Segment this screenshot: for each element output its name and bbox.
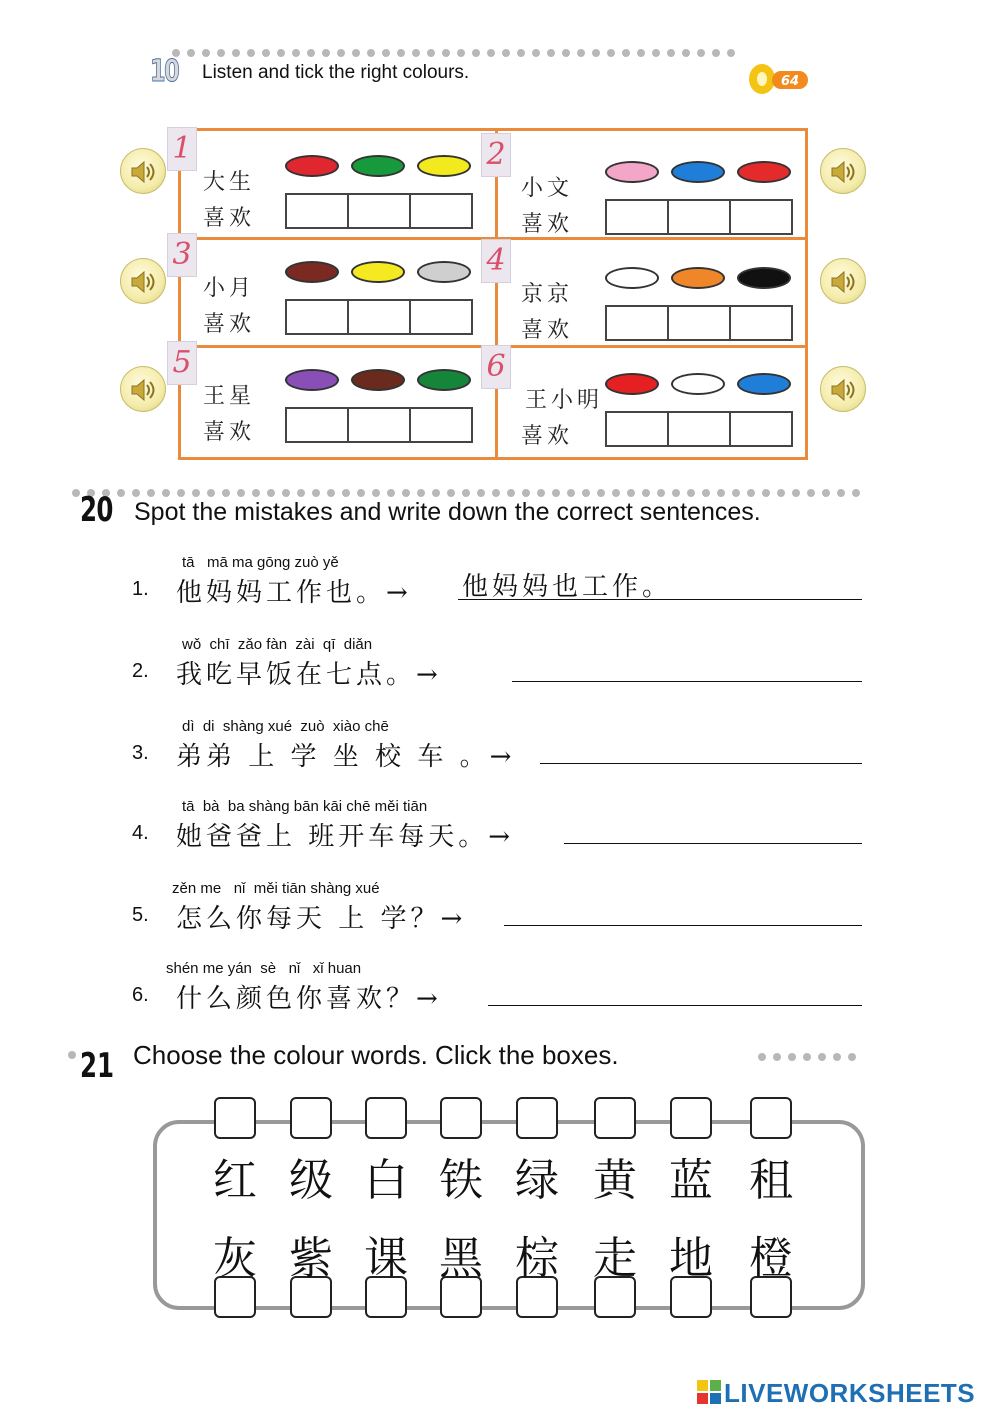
speaker-icon — [830, 270, 858, 294]
item-number: 5. — [132, 904, 149, 926]
child-name: 王星 — [203, 384, 256, 409]
incorrect-sentence: 我吃早饭在七点。→ — [176, 660, 442, 690]
word-character: 级 — [289, 1155, 333, 1206]
incorrect-sentence: 弟弟 上 学 坐 校 车 。→ — [176, 742, 516, 772]
dot — [687, 489, 695, 497]
dot — [387, 489, 395, 497]
speaker-button-2[interactable] — [820, 148, 866, 194]
dot — [567, 489, 575, 497]
dot — [402, 489, 410, 497]
dot — [327, 489, 335, 497]
dot — [747, 489, 755, 497]
sentence-item-5 — [132, 880, 872, 950]
dot — [582, 489, 590, 497]
incorrect-sentence: 他妈妈工作也。→ — [176, 578, 412, 608]
dot — [712, 49, 720, 57]
colour-swatch — [737, 373, 791, 395]
dot — [412, 49, 420, 57]
exercise-20-number: 20 — [80, 490, 113, 530]
dot — [837, 489, 845, 497]
dot — [672, 489, 680, 497]
tick-box[interactable] — [285, 407, 349, 443]
dot — [312, 489, 320, 497]
tick-boxes — [605, 411, 791, 447]
exercise-21-title: Choose the colour words. Click the boxes. — [133, 1040, 619, 1070]
dot — [592, 49, 600, 57]
dot — [282, 489, 290, 497]
dot — [487, 49, 495, 57]
dot — [322, 49, 330, 57]
dot — [502, 49, 510, 57]
dot — [732, 489, 740, 497]
dot — [222, 489, 230, 497]
answer-field[interactable] — [564, 814, 862, 844]
tick-box[interactable] — [409, 193, 473, 229]
dot — [507, 489, 515, 497]
colour-swatches — [285, 261, 471, 283]
dot — [612, 489, 620, 497]
cell-number: 4 — [481, 239, 511, 283]
word-character: 蓝 — [669, 1155, 713, 1206]
dot — [307, 49, 315, 57]
dot — [357, 489, 365, 497]
decorative-dots-21-left — [68, 1050, 76, 1060]
brand-logo — [724, 1378, 975, 1409]
child-name: 小月 — [203, 276, 256, 301]
word-character: 紫 — [289, 1233, 333, 1284]
word-character: 铁 — [439, 1155, 483, 1206]
dot — [367, 49, 375, 57]
dot — [577, 49, 585, 57]
dot — [207, 489, 215, 497]
incorrect-sentence: 什么颜色你喜欢？→ — [176, 984, 442, 1014]
word-character: 黑 — [439, 1233, 483, 1284]
tick-box[interactable] — [605, 411, 669, 447]
colour-swatch — [351, 261, 405, 283]
dot — [117, 489, 125, 497]
answer-field[interactable] — [512, 652, 862, 682]
tick-boxes — [605, 199, 791, 235]
tick-box[interactable] — [605, 305, 669, 341]
dot — [267, 489, 275, 497]
dot — [833, 1053, 841, 1061]
incorrect-sentence: 她爸爸上 班开车每天。→ — [176, 822, 515, 852]
speaker-button-4[interactable] — [820, 258, 866, 304]
colour-swatch — [605, 267, 659, 289]
colour-cell-1 — [172, 131, 495, 239]
sentence-item-6 — [132, 960, 872, 1030]
tick-box[interactable] — [605, 199, 669, 235]
tick-box[interactable] — [409, 407, 473, 443]
item-number: 1. — [132, 578, 149, 600]
exercise-10-number: 10 — [150, 54, 179, 89]
tick-box[interactable] — [409, 299, 473, 335]
colour-swatch — [671, 161, 725, 183]
dot — [517, 49, 525, 57]
checkbox-row1-6[interactable] — [594, 1097, 636, 1139]
dot — [547, 49, 555, 57]
tick-box[interactable] — [729, 199, 793, 235]
like-word: 喜欢 — [203, 420, 256, 445]
tick-box[interactable] — [667, 411, 731, 447]
colour-cell-3 — [172, 237, 495, 345]
dot — [72, 489, 80, 497]
dot — [818, 1053, 826, 1061]
dot — [192, 489, 200, 497]
cell-number: 5 — [167, 341, 197, 385]
tick-box[interactable] — [347, 407, 411, 443]
dot — [637, 49, 645, 57]
tick-box[interactable] — [285, 299, 349, 335]
like-word: 喜欢 — [521, 318, 574, 343]
dot — [457, 49, 465, 57]
speaker-icon — [130, 270, 158, 294]
dot — [803, 1053, 811, 1061]
word-character: 课 — [364, 1233, 408, 1284]
speaker-icon — [130, 160, 158, 184]
dot — [202, 49, 210, 57]
item-number: 2. — [132, 660, 149, 682]
word-character: 黄 — [593, 1155, 637, 1206]
tick-box[interactable] — [729, 305, 793, 341]
like-word: 喜欢 — [521, 424, 574, 449]
dot — [247, 49, 255, 57]
colour-swatch — [351, 369, 405, 391]
dot — [262, 49, 270, 57]
colour-swatch — [671, 267, 725, 289]
dot — [352, 49, 360, 57]
answer-field[interactable] — [504, 896, 862, 926]
item-number: 3. — [132, 742, 149, 764]
dot — [492, 489, 500, 497]
brand-text: LIVEWORKSHEETS — [724, 1378, 976, 1408]
colour-swatch — [605, 373, 659, 395]
dot — [462, 489, 470, 497]
incorrect-sentence: 怎么你每天 上 学？→ — [176, 904, 467, 934]
dot — [682, 49, 690, 57]
colour-swatch — [605, 161, 659, 183]
dot — [217, 49, 225, 57]
word-character: 白 — [364, 1155, 408, 1206]
decorative-dots-top — [172, 48, 735, 58]
colour-swatches — [285, 155, 471, 177]
dot — [852, 489, 860, 497]
sentence-item-1 — [132, 554, 872, 624]
colour-swatch — [671, 373, 725, 395]
dot — [342, 489, 350, 497]
dot — [472, 49, 480, 57]
tick-boxes — [285, 193, 471, 229]
pinyin: tā bà ba shàng bān kāi chē měi tiān — [182, 798, 428, 815]
dot — [532, 49, 540, 57]
checkbox-row1-4[interactable] — [440, 1097, 482, 1139]
dot — [397, 49, 405, 57]
dot — [552, 489, 560, 497]
colour-cell-6 — [486, 349, 809, 457]
pinyin: shén me yán sè nǐ xǐ huan — [166, 960, 362, 977]
speaker-icon — [830, 378, 858, 402]
dot — [788, 1053, 796, 1061]
item-number: 6. — [132, 984, 149, 1006]
speaker-button-3[interactable] — [120, 258, 166, 304]
speaker-icon — [830, 160, 858, 184]
dot — [642, 489, 650, 497]
dot — [447, 489, 455, 497]
dot — [622, 49, 630, 57]
dot — [848, 1053, 856, 1061]
dot — [627, 489, 635, 497]
tick-box[interactable] — [667, 199, 731, 235]
colour-swatch — [285, 155, 339, 177]
dot — [702, 489, 710, 497]
dot — [792, 489, 800, 497]
child-name: 王小明 — [525, 388, 604, 413]
colour-swatches — [605, 161, 791, 183]
dot — [537, 489, 545, 497]
dot — [717, 489, 725, 497]
liveworksheets-logo-icon — [697, 1380, 721, 1404]
word-character: 红 — [213, 1155, 257, 1206]
word-character: 棕 — [515, 1233, 559, 1284]
checkbox-row1-3[interactable] — [365, 1097, 407, 1139]
tick-boxes — [285, 407, 471, 443]
dot — [822, 489, 830, 497]
colour-swatches — [605, 373, 791, 395]
colour-swatch — [737, 267, 791, 289]
dot — [187, 49, 195, 57]
dot — [147, 489, 155, 497]
dot — [417, 489, 425, 497]
word-character: 租 — [749, 1155, 793, 1206]
colour-swatch — [285, 261, 339, 283]
pinyin: tā mā ma gōng zuò yě — [182, 554, 339, 571]
pinyin: dì di shàng xué zuò xiào chē — [182, 718, 389, 735]
dot — [657, 489, 665, 497]
checkbox-row1-1[interactable] — [214, 1097, 256, 1139]
dot — [562, 49, 570, 57]
tick-box[interactable] — [347, 193, 411, 229]
colour-swatch — [417, 369, 471, 391]
colour-cell-2 — [486, 137, 809, 245]
dot — [607, 49, 615, 57]
pinyin: wǒ chī zǎo fàn zài qī diǎn — [182, 636, 373, 653]
dot — [237, 489, 245, 497]
dot — [762, 489, 770, 497]
dot — [297, 489, 305, 497]
speaker-icon — [130, 378, 158, 402]
tick-boxes — [285, 299, 471, 335]
checkbox-row1-5[interactable] — [516, 1097, 558, 1139]
dot — [727, 49, 735, 57]
dot — [337, 49, 345, 57]
dot — [232, 49, 240, 57]
sentence-item-4 — [132, 798, 872, 868]
answer-field[interactable] — [458, 570, 862, 600]
cell-number: 6 — [481, 345, 511, 389]
word-character: 地 — [669, 1233, 713, 1284]
colour-cell-4 — [486, 243, 809, 351]
dot — [372, 489, 380, 497]
colour-cell-5 — [172, 345, 495, 453]
word-character: 灰 — [213, 1233, 257, 1284]
dot — [292, 49, 300, 57]
child-name: 京京 — [521, 282, 574, 307]
cd-track-icon — [748, 63, 810, 95]
tick-box[interactable] — [667, 305, 731, 341]
sentence-item-3 — [132, 718, 872, 788]
dot — [477, 489, 485, 497]
answer-field[interactable] — [540, 734, 862, 764]
colour-swatch — [737, 161, 791, 183]
colour-swatch — [417, 155, 471, 177]
dot — [758, 1053, 766, 1061]
dot — [522, 489, 530, 497]
dot — [177, 489, 185, 497]
pinyin: zěn me nǐ měi tiān shàng xué — [172, 880, 380, 897]
like-word: 喜欢 — [521, 212, 574, 237]
checkbox-row1-7[interactable] — [670, 1097, 712, 1139]
tick-box[interactable] — [729, 411, 793, 447]
dot — [697, 49, 705, 57]
item-number: 4. — [132, 822, 149, 844]
colour-swatch — [417, 261, 471, 283]
dot — [132, 489, 140, 497]
dot — [427, 49, 435, 57]
dot — [162, 489, 170, 497]
cell-number: 1 — [167, 127, 197, 171]
dot — [652, 49, 660, 57]
colour-swatches — [605, 267, 791, 289]
dot — [597, 489, 605, 497]
colour-swatch — [285, 369, 339, 391]
word-character: 绿 — [515, 1155, 559, 1206]
speaker-button-1[interactable] — [120, 148, 166, 194]
cell-number: 2 — [481, 133, 511, 177]
dot — [667, 49, 675, 57]
dot — [777, 489, 785, 497]
word-character: 走 — [593, 1233, 637, 1284]
child-name: 小文 — [521, 176, 574, 201]
cell-number: 3 — [167, 233, 197, 277]
dot — [432, 489, 440, 497]
like-word: 喜欢 — [203, 206, 256, 231]
tick-box[interactable] — [347, 299, 411, 335]
dot — [442, 49, 450, 57]
checkbox-row1-8[interactable] — [750, 1097, 792, 1139]
like-word: 喜欢 — [203, 312, 256, 337]
listening-grid — [172, 128, 808, 460]
colour-swatches — [285, 369, 471, 391]
exercise-21-number: 21 — [80, 1046, 115, 1086]
decorative-dots-21-right — [758, 1052, 856, 1062]
dot — [773, 1053, 781, 1061]
speaker-button-6[interactable] — [820, 366, 866, 412]
dot — [252, 489, 260, 497]
speaker-button-5[interactable] — [120, 366, 166, 412]
checkbox-row1-2[interactable] — [290, 1097, 332, 1139]
dot — [277, 49, 285, 57]
tick-boxes — [605, 305, 791, 341]
dot — [382, 49, 390, 57]
track-number: 64 — [780, 74, 800, 89]
tick-box[interactable] — [285, 193, 349, 229]
word-character: 橙 — [749, 1233, 793, 1284]
colour-swatch — [351, 155, 405, 177]
dot — [807, 489, 815, 497]
decorative-dots-20 — [72, 488, 860, 498]
exercise-20-title: Spot the mistakes and write down the correct sentences. — [134, 498, 761, 526]
sentence-item-2 — [132, 636, 872, 706]
answer-field[interactable] — [488, 976, 862, 1006]
child-name: 大生 — [203, 170, 256, 195]
exercise-10-title: Listen and tick the right colours. — [202, 62, 470, 83]
